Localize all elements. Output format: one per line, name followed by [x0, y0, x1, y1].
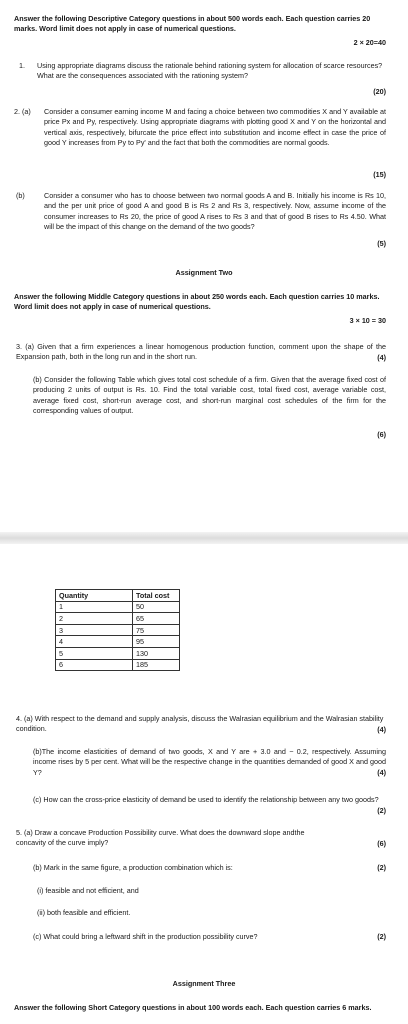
table-header-row [56, 590, 180, 602]
table-row [56, 659, 180, 671]
assignment-two-heading: Assignment Two [175, 268, 233, 277]
question-4c-marks: (2) [377, 806, 386, 815]
question-3a-text: 3. (a) Given that a firm experiences a linear homogenous production function, comment upon the shape of the Expansion path, both in the long run and in the short run. [16, 342, 386, 362]
table-cell-quantity: 3 [56, 624, 133, 636]
question-2b-text: Consider a consumer who has to choose between two normal goods A and B. Initially his income is Rs 10, and the per unit price of good A and good B is Rs 2 and Rs 3, respectively. Now, assume income of the consumer increases to Rs 20, the price of good A rises to Rs 3 and that of good B rises to Rs 4.50. What will be the impact of this change on the demand of the two goods? [44, 191, 386, 232]
column-header-total-cost: Total cost [133, 590, 180, 602]
question-number: 2. (a) [14, 107, 31, 116]
question-4a-text: 4. (a) With respect to the demand and supply analysis, discuss the Walrasian equilibrium and the Walrasian stability condition. [16, 714, 384, 734]
column-header-quantity: Quantity [56, 590, 133, 602]
table-cell-quantity: 5 [56, 647, 133, 659]
table-cell-total-cost: 75 [133, 624, 180, 636]
table-cell-total-cost: 50 [133, 601, 180, 613]
section-total-marks: 3 × 10 = 30 [349, 316, 386, 325]
page-separator [0, 532, 408, 544]
table-cell-quantity: 1 [56, 601, 133, 613]
table-cell-total-cost: 130 [133, 647, 180, 659]
question-1-text: Using appropriate diagrams discuss the rationale behind rationing system for allocation of scarce resources? What are the consequences associated with the rationing system? [37, 61, 383, 81]
question-3b-marks: (6) [377, 430, 386, 439]
question-5b-item-ii: (ii) both feasible and efficient. [37, 908, 131, 917]
document-page-2 [0, 544, 408, 1024]
question-5a-marks: (6) [377, 839, 386, 848]
section-instruction-descriptive: Answer the following Descriptive Category questions in about 500 words each. Each question carries 20 marks. Word limit does not apply in case of numerical questions. [14, 14, 371, 34]
table-row [56, 624, 180, 636]
table-cell-quantity: 2 [56, 613, 133, 625]
question-3a-marks: (4) [377, 353, 386, 362]
assignment-three-heading: Assignment Three [172, 979, 236, 988]
table-row [56, 613, 180, 625]
table-cell-quantity: 4 [56, 636, 133, 648]
question-5c-marks: (2) [377, 932, 386, 941]
question-1-marks: (20) [373, 87, 386, 96]
question-5a-text: 5. (a) Draw a concave Production Possibility curve. What does the downward slope andthe concavity of the curve imply? [16, 828, 305, 848]
total-cost-table [55, 589, 180, 671]
section-total-marks: 2 × 20=40 [353, 38, 386, 47]
section-instruction-short: Answer the following Short Category questions in about 100 words each. Each question carries 6 marks. [14, 1003, 372, 1012]
section-instruction-middle: Answer the following Middle Category questions in about 250 words each. Each question carries 10 marks. Word limit does not apply in case of numerical questions. [14, 292, 380, 312]
question-4b-marks: (4) [377, 768, 386, 777]
question-number: (b) [16, 191, 25, 200]
question-2b-marks: (5) [377, 239, 386, 248]
table-row [56, 601, 180, 613]
table-cell-total-cost: 95 [133, 636, 180, 648]
question-5b-marks: (2) [377, 863, 386, 872]
table-cell-total-cost: 185 [133, 659, 180, 671]
question-2a-marks: (15) [373, 170, 386, 179]
table-row [56, 647, 180, 659]
question-3b-text: (b) Consider the following Table which gives total cost schedule of a firm. Given that the average fixed cost of producing 2 units of output is Rs. 10. Find the total variable cost, total fixed cost, average variable cost, average fixed cost, short-run average cost, and short-run marginal cost schedules of the firm for the corresponding values of output. [33, 375, 386, 416]
question-5b-text: (b) Mark in the same figure, a production combination which is: [33, 863, 233, 872]
table-row [56, 636, 180, 648]
question-number: 1. [19, 61, 25, 70]
question-4c-text: (c) How can the cross-price elasticity of demand be used to identify the relationship between any two goods? [33, 795, 379, 804]
table-cell-quantity: 6 [56, 659, 133, 671]
question-5b-item-i: (i) feasible and not efficient, and [37, 886, 139, 895]
table-cell-total-cost: 65 [133, 613, 180, 625]
question-2a-text: Consider a consumer earning income M and facing a choice between two commodities X and Y available at price Px and Py, respectively. Using appropriate diagrams with plotting good X and Y on the horizontal and vertical axis, respectively, bifurcate the price effect into substitution and income effect in case the price of good Y increases from Py to Py' and the fact that both the commodities are normal goods. [44, 107, 386, 148]
question-4b-text: (b)The income elasticities of demand of two goods, X and Y are + 3.0 and − 0.2, respectively. Assuming income rises by 5 per cent. What will be the respective change in the quantities demanded of good X and good Y? [33, 747, 386, 777]
question-4a-marks: (4) [377, 725, 386, 734]
question-5c-text: (c) What could bring a leftward shift in the production possibility curve? [33, 932, 258, 941]
